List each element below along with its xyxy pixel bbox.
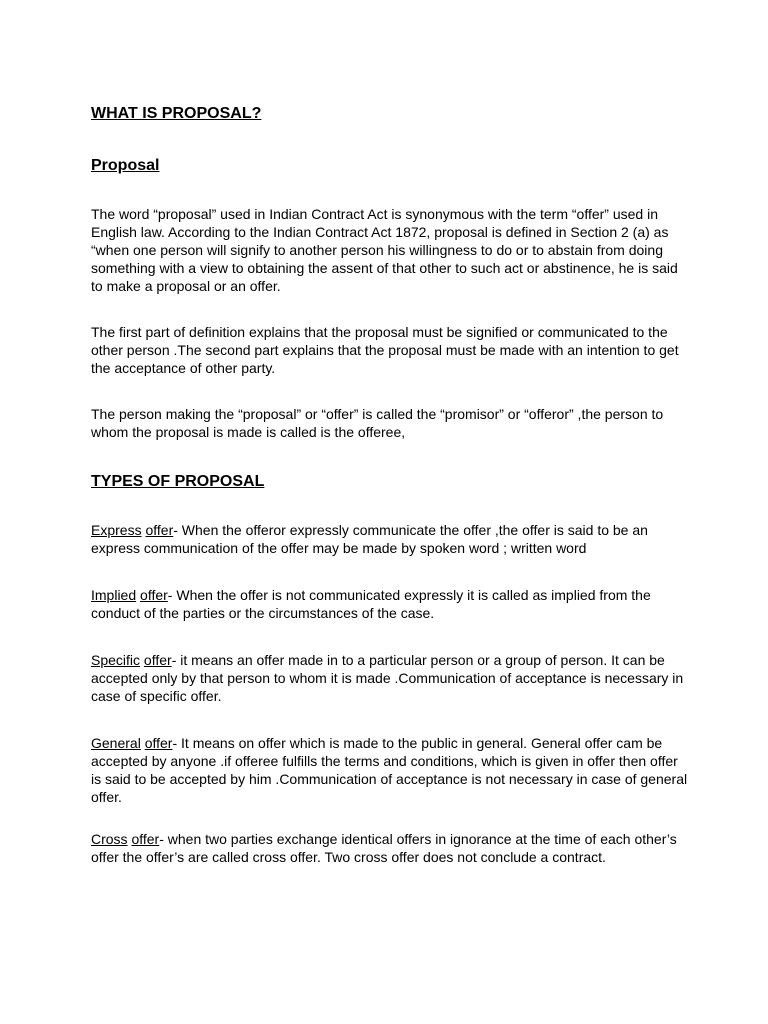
type-description: - when two parties exchange identical offers in ignorance at the time of each other’s offer the offer’s are called cross offer. Two cross offer does not conclude a contract. <box>91 831 677 865</box>
paragraph-definition: The word “proposal” used in Indian Contract Act is synonymous with the term “offer” used in English law. According to the Indian Contract Act 1872, proposal is defined in Section 2 (a) as “when one person will signify to another person his willingness to do or to abstain from doing something with a view to obtaining the assent of that other to such act or abstinence, he is said to make a proposal or an offer. <box>91 206 678 294</box>
type-offer-word: offer <box>131 831 160 847</box>
type-specific-offer <box>91 651 691 705</box>
paragraph-promisor-offeree: The person making the “proposal” or “offer” is called the “promisor” or “offeror” ,the person to whom the proposal is made is called is the offeree, <box>91 406 664 440</box>
type-term: Express <box>91 522 142 538</box>
type-offer-word: offer <box>145 522 174 538</box>
type-term: Specific <box>91 652 141 668</box>
type-description: - it means an offer made in to a particular person or a group of person. It can be accepted only by that person to whom it is made .Communication of acceptance is necessary in case of specific offer. <box>91 652 684 704</box>
section-heading-proposal: Proposal <box>91 157 160 174</box>
section-heading-types: TYPES OF PROPOSAL <box>91 473 265 490</box>
type-term: General <box>91 735 141 751</box>
paragraph-definition-explanation: The first part of definition explains that the proposal must be signified or communicated to the other person .The second part explains that the proposal must be made with an intention to get the acceptance of other party. <box>91 324 679 376</box>
type-cross-offer <box>91 830 691 866</box>
type-offer-word: offer <box>144 735 173 751</box>
type-general-offer <box>91 734 691 806</box>
type-description: - When the offer is not communicated expressly it is called as implied from the conduct of the parties or the circumstances of the case. <box>91 587 651 621</box>
type-description: - When the offeror expressly communicate the offer ,the offer is said to be an express communication of the offer may be made by spoken word ; written word <box>91 522 648 556</box>
type-offer-word: offer <box>140 587 168 603</box>
type-term: Implied <box>91 587 137 603</box>
page-title: WHAT IS PROPOSAL? <box>91 105 262 122</box>
type-offer-word: offer <box>143 652 172 668</box>
type-description: - It means on offer which is made to the public in general. General offer cam be accepted by anyone .if offeree fulfills the terms and conditions, which is given in offer then offer is said to be accepted by him .Communication of acceptance is not necessary in case of general offer. <box>91 735 688 805</box>
type-express-offer <box>91 521 691 557</box>
type-term: Cross <box>91 831 128 847</box>
type-implied-offer <box>91 586 691 622</box>
